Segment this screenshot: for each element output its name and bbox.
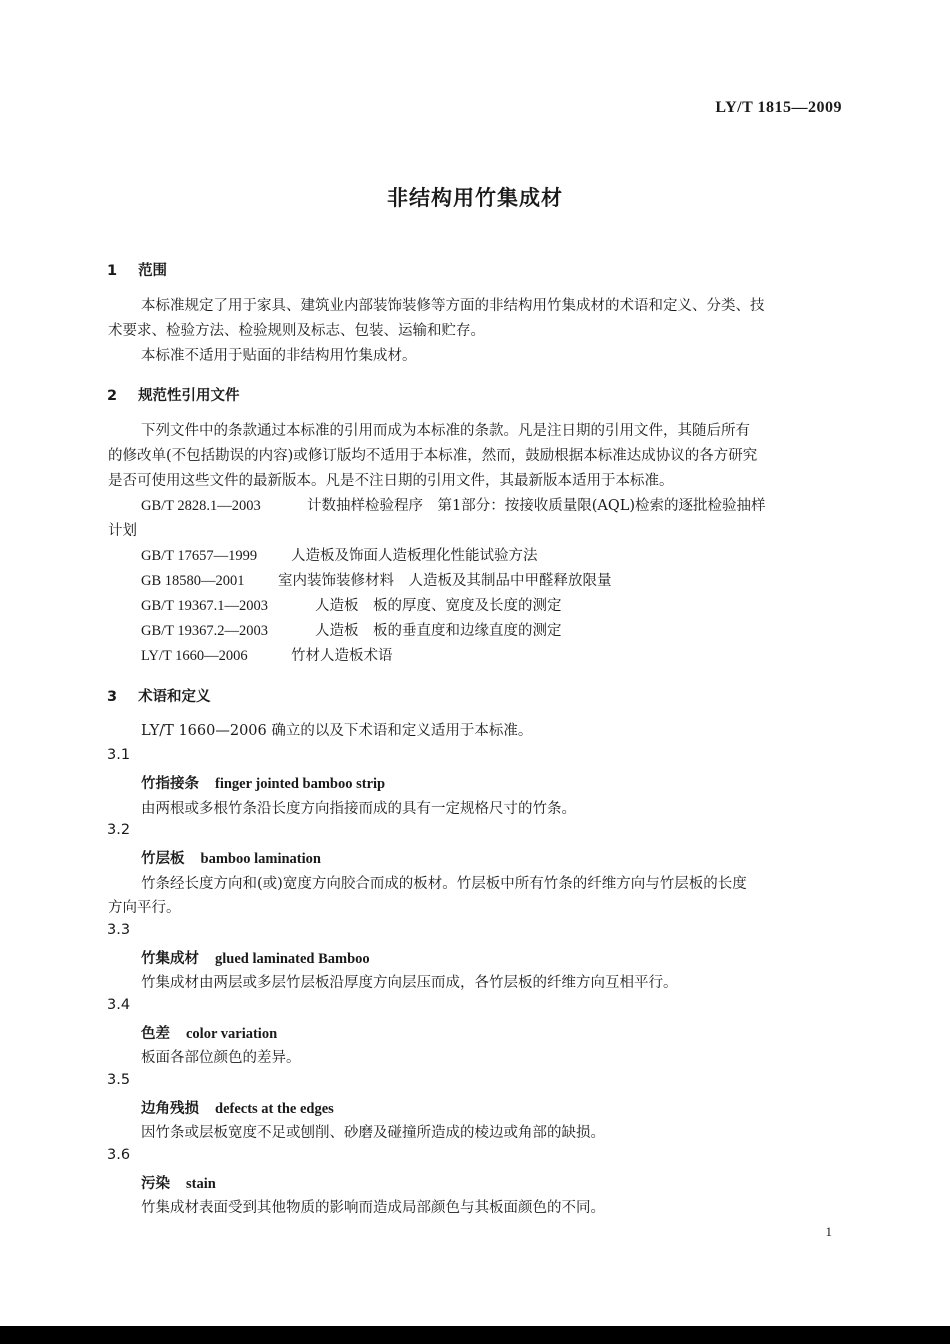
reference-item — [141, 569, 612, 594]
term-definition: 由两根或多根竹条沿长度方向指接而成的具有一定规格尺寸的竹条。 — [141, 801, 576, 817]
section-1-heading — [107, 259, 167, 280]
term-definition-line-1: 竹条经长度方向和(或)宽度方向胶合而成的板材。竹层板中所有竹条的纤维方向与竹层板的长度 — [141, 876, 747, 892]
reference-code: GB/T 17657—1999 — [141, 548, 258, 564]
s1-paragraph-1-line-2: 术要求、检验方法、检验规则及标志、包装、运输和贮存。 — [108, 323, 485, 339]
term-heading — [141, 1172, 216, 1193]
term-heading — [141, 772, 385, 793]
s2-paragraph-line-3: 是否可使用这些文件的最新版本。凡是不注日期的引用文件，其最新版本适用于本标准。 — [108, 473, 674, 489]
term-chinese: 污染 — [141, 1176, 170, 1192]
term-number: 3.1 — [107, 747, 131, 763]
term-chinese: 竹集成材 — [141, 951, 199, 967]
term-english: bamboo lamination — [200, 851, 321, 867]
term-number: 3.5 — [107, 1072, 131, 1088]
term-definition: 因竹条或层板宽度不足或刨削、砂磨及碰撞所造成的棱边或角部的缺损。 — [141, 1125, 605, 1141]
page-number: 1 — [825, 1224, 832, 1239]
s1-paragraph-1-line-1: 本标准规定了用于家具、建筑业内部装饰装修等方面的非结构用竹集成材的术语和定义、分类、技 — [141, 298, 765, 314]
reference-code: GB/T 19367.2—2003 — [141, 623, 269, 639]
term-english: glued laminated Bamboo — [215, 951, 370, 967]
reference-title: 计数抽样检验程序 第1部分：按接收质量限(AQL)检索的逐批检验抽样 — [307, 498, 766, 514]
reference-title-continuation: 计划 — [108, 523, 137, 539]
reference-title: 人造板 板的厚度、宽度及长度的测定 — [315, 598, 562, 614]
term-number: 3.3 — [107, 922, 131, 938]
reference-title: 竹材人造板术语 — [291, 648, 393, 664]
term-definition: 竹集成材表面受到其他物质的影响而造成局部颜色与其板面颜色的不同。 — [141, 1200, 605, 1216]
reference-title: 室内装饰装修材料 人造板及其制品中甲醛释放限量 — [278, 573, 612, 589]
section-title: 范围 — [138, 263, 168, 279]
s3-intro: LY/T 1660—2006 确立的以及下术语和定义适用于本标准。 — [141, 723, 533, 739]
section-2-heading — [107, 384, 240, 405]
section-number: 1 — [107, 263, 118, 279]
term-chinese: 竹层板 — [141, 851, 185, 867]
reference-title: 人造板及饰面人造板理化性能试验方法 — [291, 548, 538, 564]
standard-code: LY/T 1815—2009 — [715, 99, 842, 116]
term-heading — [141, 947, 370, 968]
term-english: color variation — [186, 1026, 278, 1042]
section-number: 3 — [107, 689, 118, 705]
reference-code: GB/T 2828.1—2003 — [141, 498, 261, 514]
reference-title: 人造板 板的垂直度和边缘直度的测定 — [315, 623, 562, 639]
reference-code: LY/T 1660—2006 — [141, 648, 248, 664]
term-heading — [141, 847, 321, 868]
term-chinese: 竹指接条 — [141, 776, 199, 792]
term-number: 3.4 — [107, 997, 131, 1013]
s2-paragraph-line-1: 下列文件中的条款通过本标准的引用而成为本标准的条款。凡是注日期的引用文件，其随后所有 — [141, 423, 750, 439]
term-definition: 板面各部位颜色的差异。 — [141, 1050, 301, 1066]
term-english: finger jointed bamboo strip — [215, 776, 386, 792]
reference-code: GB/T 19367.1—2003 — [141, 598, 269, 614]
reference-item — [141, 619, 562, 644]
term-chinese: 色差 — [141, 1026, 170, 1042]
term-definition: 竹集成材由两层或多层竹层板沿厚度方向层压而成，各竹层板的纤维方向互相平行。 — [141, 975, 678, 991]
term-english: defects at the edges — [215, 1101, 334, 1117]
document-title: 非结构用竹集成材 — [387, 186, 563, 210]
scan-bottom-border — [0, 1326, 950, 1344]
term-number: 3.6 — [107, 1147, 131, 1163]
section-3-heading — [107, 685, 211, 706]
term-heading — [141, 1097, 334, 1118]
s2-paragraph-line-2: 的修改单(不包括勘误的内容)或修订版均不适用于本标准，然而，鼓励根据本标准达成协议的各方研究 — [108, 448, 758, 464]
reference-item — [141, 644, 393, 669]
section-number: 2 — [107, 388, 118, 404]
term-chinese: 边角残损 — [141, 1101, 199, 1117]
reference-item — [141, 544, 538, 569]
section-title: 术语和定义 — [138, 689, 211, 705]
reference-item — [141, 494, 766, 519]
reference-code: GB 18580—2001 — [141, 573, 245, 589]
section-title: 规范性引用文件 — [138, 388, 240, 404]
term-number: 3.2 — [107, 822, 131, 838]
term-definition-line-2: 方向平行。 — [108, 900, 181, 916]
term-english: stain — [186, 1176, 216, 1192]
term-heading — [141, 1022, 277, 1043]
reference-item — [141, 594, 562, 619]
s1-paragraph-2: 本标准不适用于贴面的非结构用竹集成材。 — [141, 348, 417, 364]
